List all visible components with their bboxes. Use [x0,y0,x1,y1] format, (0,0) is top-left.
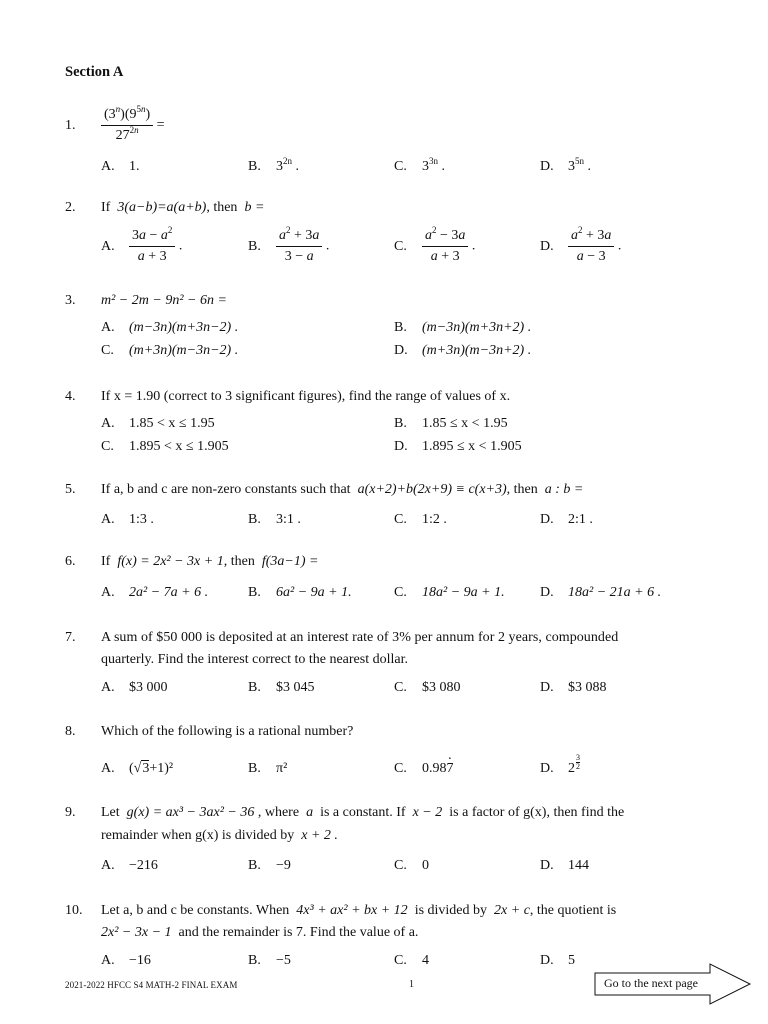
q1-stem: $\frac{(3^n)(9^{5n})}{27^{2n}}$ = [101,107,165,144]
q8-option-d[interactable]: D. 2 $\frac{3}{2}$ [540,753,580,776]
q3-option-a[interactable]: A. (m−3n)(m+3n−2) . [101,320,239,335]
q5-option-c[interactable]: C. 1:2 . [394,512,447,527]
q1-option-c[interactable]: C. $3^{3n}$ . [394,156,445,174]
q2-number: 2. [65,200,76,215]
q6-option-a[interactable]: A. 2a² − 7a + 6 . [101,585,209,600]
q2-stem: If 3(a−b)=a(a+b), then b = [101,200,265,215]
q6-stem: If f(x) = 2x² − 3x + 1, then f(3a−1) = [101,554,319,569]
q4-stem: If x = 1.90 (correct to 3 significant figures), find the range of values of x. [101,389,511,404]
q10-option-a[interactable]: A. −16 [101,953,151,968]
q5-option-a[interactable]: A. 1:3 . [101,512,154,527]
q9-option-b[interactable]: B. −9 [248,858,291,873]
q7-option-b[interactable]: B. $3 045 [248,680,315,695]
q10-stem-line2: 2x² − 3x − 1 and the remainder is 7. Find the value of a. [101,925,419,940]
q3-stem: m² − 2m − 9n² − 6n = [101,293,227,308]
section-title: Section A [65,64,124,80]
q3-option-c[interactable]: C. (m+3n)(m−3n−2) . [101,343,239,358]
q5-stem: If a, b and c are non-zero constants such that a(x+2)+b(2x+9) ≡ c(x+3), then a : b = [101,482,584,497]
q3-number: 3. [65,293,76,308]
q8-stem: Which of the following is a rational number? [101,724,354,739]
q10-option-b[interactable]: B. −5 [248,953,291,968]
q9-stem-line1: Let g(x) = ax³ − 3ax² − 36 , where a is a constant. If x − 2 is a factor of g(x), then find the [101,805,625,820]
q8-option-c[interactable]: C. 0.987 · [394,761,454,777]
q2-option-d[interactable]: D. $\frac{a^2 + 3a}{a - 3}$ . [540,225,622,264]
q10-option-d[interactable]: D. 5 [540,953,575,968]
q9-option-d[interactable]: D. 144 [540,858,589,873]
q7-option-c[interactable]: C. $3 080 [394,680,461,695]
q4-number: 4. [65,389,76,404]
q1-option-d[interactable]: D. $3^{5n}$ . [540,156,591,174]
q6-option-b[interactable]: B. 6a² − 9a + 1. [248,585,352,600]
footer-page-number: 1 [409,979,414,990]
q6-option-c[interactable]: C. 18a² − 9a + 1. [394,585,505,600]
q9-number: 9. [65,805,76,820]
q10-number: 10. [65,903,83,918]
q4-option-d[interactable]: D. 1.895 ≤ x < 1.905 [394,439,522,454]
q9-option-c[interactable]: C. 0 [394,858,429,873]
q3-option-b[interactable]: B. (m−3n)(m+3n+2) . [394,320,532,335]
q2-option-c[interactable]: C. $\frac{a^2 - 3a}{a + 3}$ . [394,225,476,264]
q2-option-a[interactable]: A. $\frac{3a - a^2}{a + 3}$ . [101,225,183,264]
q2-option-b[interactable]: B. $\frac{a^2 + 3a}{3 - a}$ . [248,225,330,264]
q6-number: 6. [65,554,76,569]
q4-option-a[interactable]: A. 1.85 < x ≤ 1.95 [101,416,215,431]
next-page-arrow[interactable] [594,963,752,1005]
q4-option-c[interactable]: C. 1.895 < x ≤ 1.905 [101,439,229,454]
q8-option-a[interactable]: A. (√3+1)² [101,761,174,776]
q3-option-d[interactable]: D. (m+3n)(m−3n+2) . [394,343,532,358]
q7-stem-line1: A sum of $50 000 is deposited at an interest rate of 3% per annum for 2 years, compounded [101,630,619,645]
q1-option-b[interactable]: B. $3^{2n}$ . [248,156,299,174]
next-page-label: Go to the next page [604,976,698,990]
q9-option-a[interactable]: A. −216 [101,858,158,873]
q8-option-b[interactable]: B. π² [248,761,288,776]
q7-option-a[interactable]: A. $3 000 [101,680,168,695]
q9-stem-line2: remainder when g(x) is divided by x + 2 . [101,828,338,843]
q1-number: 1. [65,118,76,133]
q1-option-a[interactable]: A. 1. [101,159,140,174]
q5-number: 5. [65,482,76,497]
q10-stem-line1: Let a, b and c be constants. When 4x³ + ax² + bx + 12 is divided by 2x + c, the quotient is [101,903,617,918]
q10-option-c[interactable]: C. 4 [394,953,429,968]
q7-option-d[interactable]: D. $3 088 [540,680,607,695]
q6-option-d[interactable]: D. 18a² − 21a + 6 . [540,585,662,600]
q5-option-b[interactable]: B. 3:1 . [248,512,301,527]
q7-number: 7. [65,630,76,645]
q5-option-d[interactable]: D. 2:1 . [540,512,593,527]
footer-exam-title: 2021-2022 HFCC S4 MATH-2 FINAL EXAM [65,980,238,990]
q8-number: 8. [65,724,76,739]
q7-stem-line2: quarterly. Find the interest correct to the nearest dollar. [101,652,408,667]
q4-option-b[interactable]: B. 1.85 ≤ x < 1.95 [394,416,508,431]
